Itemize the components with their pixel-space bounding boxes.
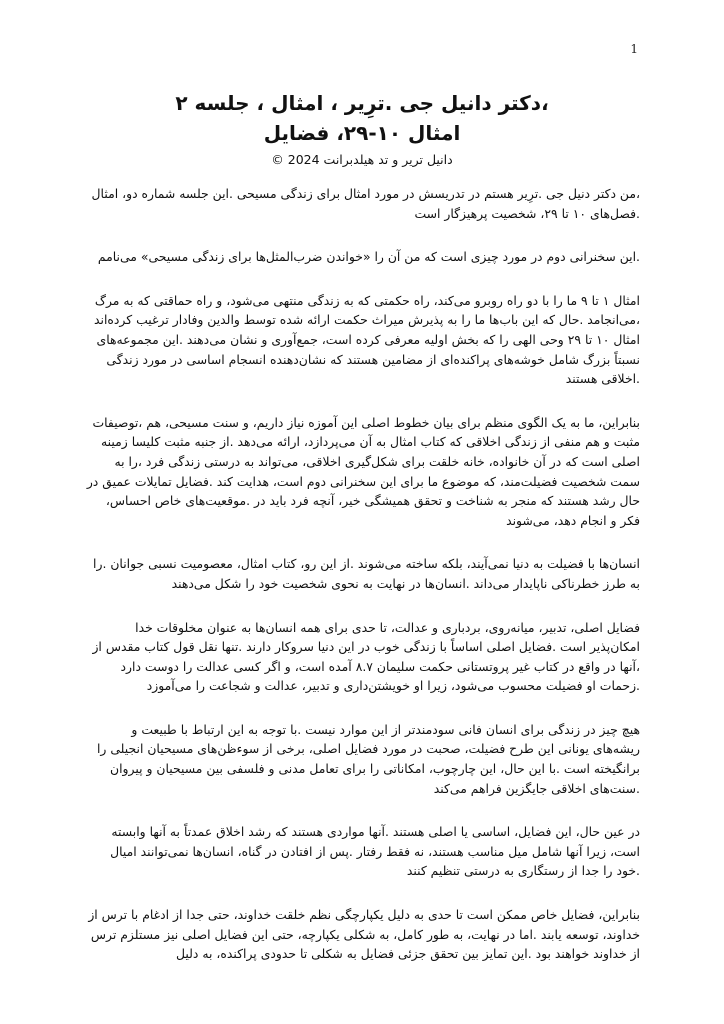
paragraph-4: بنابراین، ما به یک الگوی منظم برای بیان خطوط اصلی این آموزه نیاز داریم، و سنت مسیحی، هم ،توصیفات مثبت و هم منفی از زندگی اخلاقی که کتاب امثال به آن می‌پردازد، ارائه می‌دهد .از جنبه مثبت کلیسا زمینه اصلی است که در آن خانواده، خانه خلقت برای شکل‌گیری اخلاقی، می‌تواند به درستی زندگی فرد ،را به سمت شخصیت فضیلت‌مند، که موضوع ما برای این سخنرانی دوم است، هدایت کند .فضایل تمایلات عمیق در حال رشد هستند که منجر به شناخت و تحقق همیشگی خیر، آنچه فرد باید در .موقعیت‌های خاص احساس، فکر و انجام دهد، می‌شوند — [86, 414, 640, 528]
paragraph-2: .این سخنرانی دوم در مورد چیزی است که من آن را «خواندن ضرب‌المثل‌ها برای زندگی مسیحی» می‌نامم — [97, 249, 640, 265]
byline: دانیل تریر و تد هیلدبرانت 2024 © — [271, 152, 453, 167]
document-title: ،دکتر دانیل جی .ترِیر ، امثال ، جلسه ۲ — [175, 91, 549, 115]
paragraph-3: امثال ۱ تا ۹ ما را با دو راه روبرو می‌کند، راه حکمتی که به زندگی منتهی می‌شود، و راه حماقتی که به مرگ ،می‌انجامد .حال که این باب‌ها ما را به پذیرش میراث حکمت ارائه شده توسط والدین وفادار ترغیب کرده‌اند امثال ۱۰ تا ۲۹ وحی الهی را که بخش اولیه معرفی کرده است، جمع‌آوری و نشان می‌دهند .این مجموعه‌های نسبتاً بزرگ شامل خوشه‌های پراکنده‌ای از مضامین هستند که نشان‌دهنده انسجام اساسی در مورد زندگی .اخلاقی هستند — [94, 292, 640, 387]
paragraph-9: بنابراین، فضایل خاص ممکن است تا حدی به دلیل یکپارچگی نظم خلقت خداوند، حتی جدا از ادغام با ترس از خداوند، توسعه یابند .اما در نهایت، به طور کامل، به شکلی یکپارچه، حتی این فضایل اصلی نیز مستلزم ترس از خداوند خواهند بود .این تمایز بین تحقق جزئی فضایل به شکلی تا حدودی پراکنده، به دلیل — [88, 907, 640, 962]
paragraph-7: هیچ چیز در زندگی برای انسان فانی سودمندتر از این موارد نیست .با توجه به این ارتباط با طبیعت و ریشه‌های یونانی این طرح فضیلت، صحبت در مورد فضایل اصلی، برخی از سوءظن‌های مسیحیان انجیلی را برانگیخته است .با این حال، این چارچوب، امکاناتی را برای تعامل مدنی و فلسفی بین مسیحیان و پیروان .سنت‌های اخلاقی جایگزین فراهم می‌کند — [96, 721, 640, 796]
paragraph-5: انسان‌ها با فضیلت به دنیا نمی‌آیند، بلکه ساخته می‌شوند .از این رو، کتاب امثال، معصومیت نسبی جوانان .را به طرز خطرناکی ناپایدار می‌داند .انسان‌ها در نهایت به نحوی شخصیت خود را شکل می‌دهند — [93, 556, 640, 591]
page-number: 1 — [630, 42, 638, 56]
paragraph-8: در عین حال، این فضایل، اساسی یا اصلی هستند .آنها مواردی هستند که رشد اخلاق عمدتاً به آنها وابسته است، زیرا آنها شامل میل مناسب هستند، نه فقط رفتار .پس از افتادن در گناه، انسان‌ها نمی‌توانند امیال .خود را جدا از رستگاری به درستی تنظیم کنند — [110, 824, 640, 879]
document-header — [86, 88, 638, 170]
document-subtitle: امثال ۱۰-۲۹، فضایل — [263, 121, 461, 145]
paragraph-6: فضایل اصلی، تدبیر، میانه‌روی، بردباری و عدالت، تا حدی برای همه انسان‌ها به عنوان مخلوقات خدا امکان‌پذیر است .فضایل اصلی اساساً با زندگی خوب در این دنیا سروکار دارند .تنها نقل قول کتاب مقدس از ،آنها در واقع در کتاب غیر پروتستانی حکمت سلیمان ۸.۷ آمده است، و اگر کسی عدالت را دوست دارد .زحمات او فضیلت محسوب می‌شود، زیرا او خویشتن‌داری و تدبیر، عدالت و شجاعت را می‌آموزد — [92, 619, 640, 694]
paragraph-1: ،من دکتر دنیل جی .ترِیر هستم در تدریسش در مورد امثال برای زندگی مسیحی .این جلسه شماره دو، امثال .فصل‌های ۱۰ تا ۲۹، شخصیت پرهیزگار است — [91, 186, 640, 221]
document-body — [86, 184, 640, 988]
